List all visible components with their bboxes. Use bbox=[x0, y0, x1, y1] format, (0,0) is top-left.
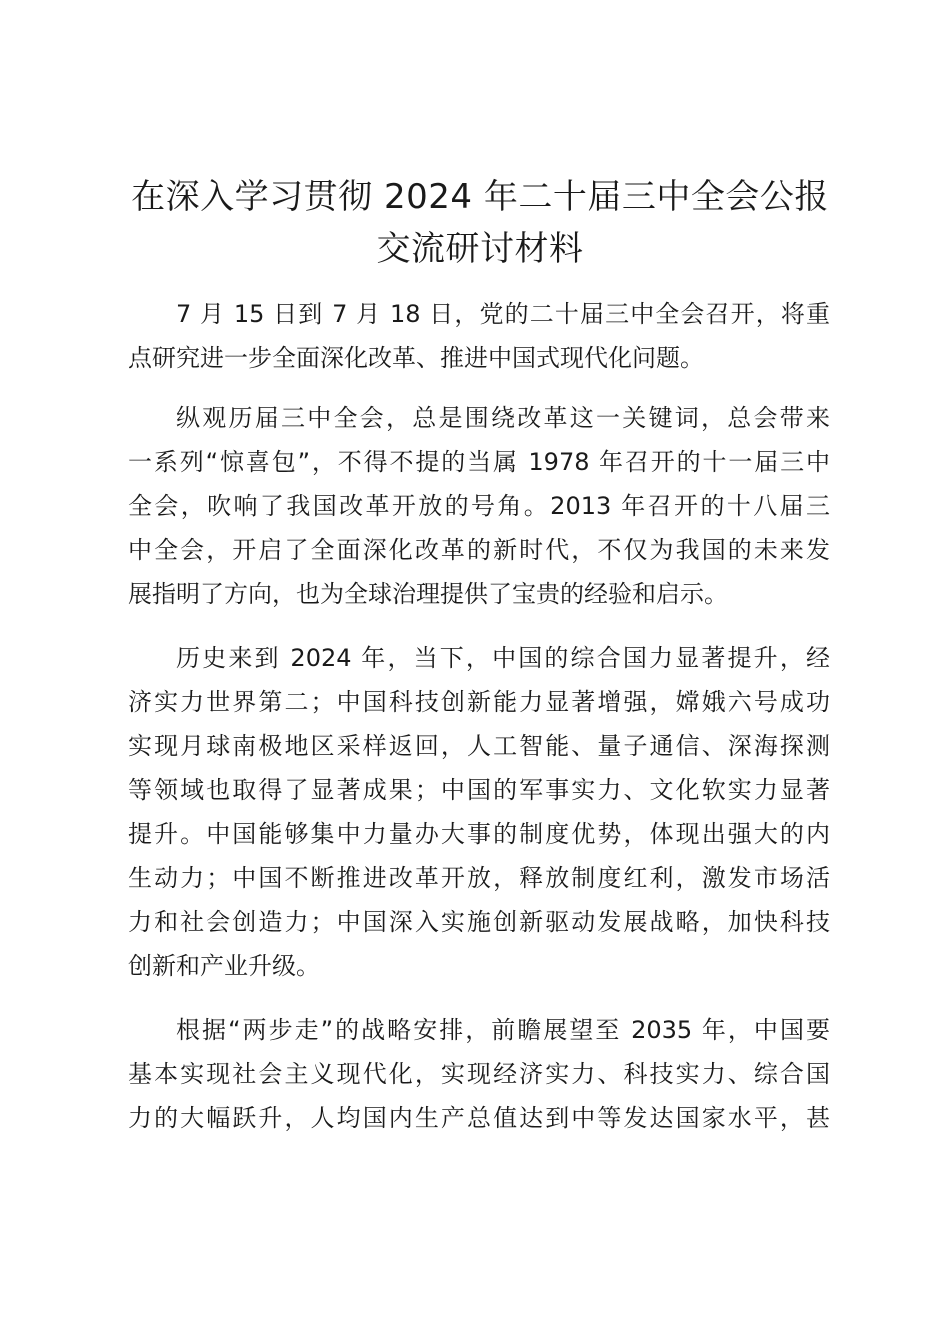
paragraph-line: 等领域也取得了显著成果；中国的军事实力、文化软实力显著 bbox=[128, 776, 830, 804]
paragraph-line: 实现月球南极地区采样返回，人工智能、量子通信、深海探测 bbox=[128, 732, 830, 760]
paragraph-line: 展指明了方向，也为全球治理提供了宝贵的经验和启示。 bbox=[128, 580, 728, 608]
paragraph-line: 力和社会创造力；中国深入实施创新驱动发展战略，加快科技 bbox=[128, 908, 830, 936]
paragraph-line: 一系列“惊喜包”，不得不提的当属 1978 年召开的十一届三中 bbox=[128, 448, 830, 476]
paragraph-line: 历史来到 2024 年，当下，中国的综合国力显著提升，经 bbox=[176, 644, 830, 672]
paragraph-line: 点研究进一步全面深化改革、推进中国式现代化问题。 bbox=[128, 344, 704, 372]
paragraph-line: 济实力世界第二；中国科技创新能力显著增强，嫦娥六号成功 bbox=[128, 688, 830, 716]
paragraph-line: 力的大幅跃升，人均国内生产总值达到中等发达国家水平，甚 bbox=[128, 1104, 830, 1132]
paragraph-line: 基本实现社会主义现代化，实现经济实力、科技实力、综合国 bbox=[128, 1060, 830, 1088]
paragraph-line: 根据“两步走”的战略安排，前瞻展望至 2035 年，中国要 bbox=[176, 1016, 830, 1044]
paragraph-line: 创新和产业升级。 bbox=[128, 952, 320, 980]
paragraph-line: 中全会，开启了全面深化改革的新时代，不仅为我国的未来发 bbox=[128, 536, 830, 564]
paragraph-line: 提升。中国能够集中力量办大事的制度优势，体现出强大的内 bbox=[128, 820, 830, 848]
paragraph-line: 7 月 15 日到 7 月 18 日，党的二十届三中全会召开，将重 bbox=[176, 300, 830, 328]
paragraph-line: 生动力；中国不断推进改革开放，释放制度红利，激发市场活 bbox=[128, 864, 830, 892]
paragraph-line: 全会，吹响了我国改革开放的号角。2013 年召开的十八届三 bbox=[128, 492, 830, 520]
paragraph-line: 纵观历届三中全会，总是围绕改革这一关键词，总会带来 bbox=[176, 404, 830, 432]
document-title-line-2: 交流研讨材料 bbox=[376, 229, 584, 269]
document-title-line-1: 在深入学习贯彻 2024 年二十届三中全会公报 bbox=[131, 177, 829, 217]
